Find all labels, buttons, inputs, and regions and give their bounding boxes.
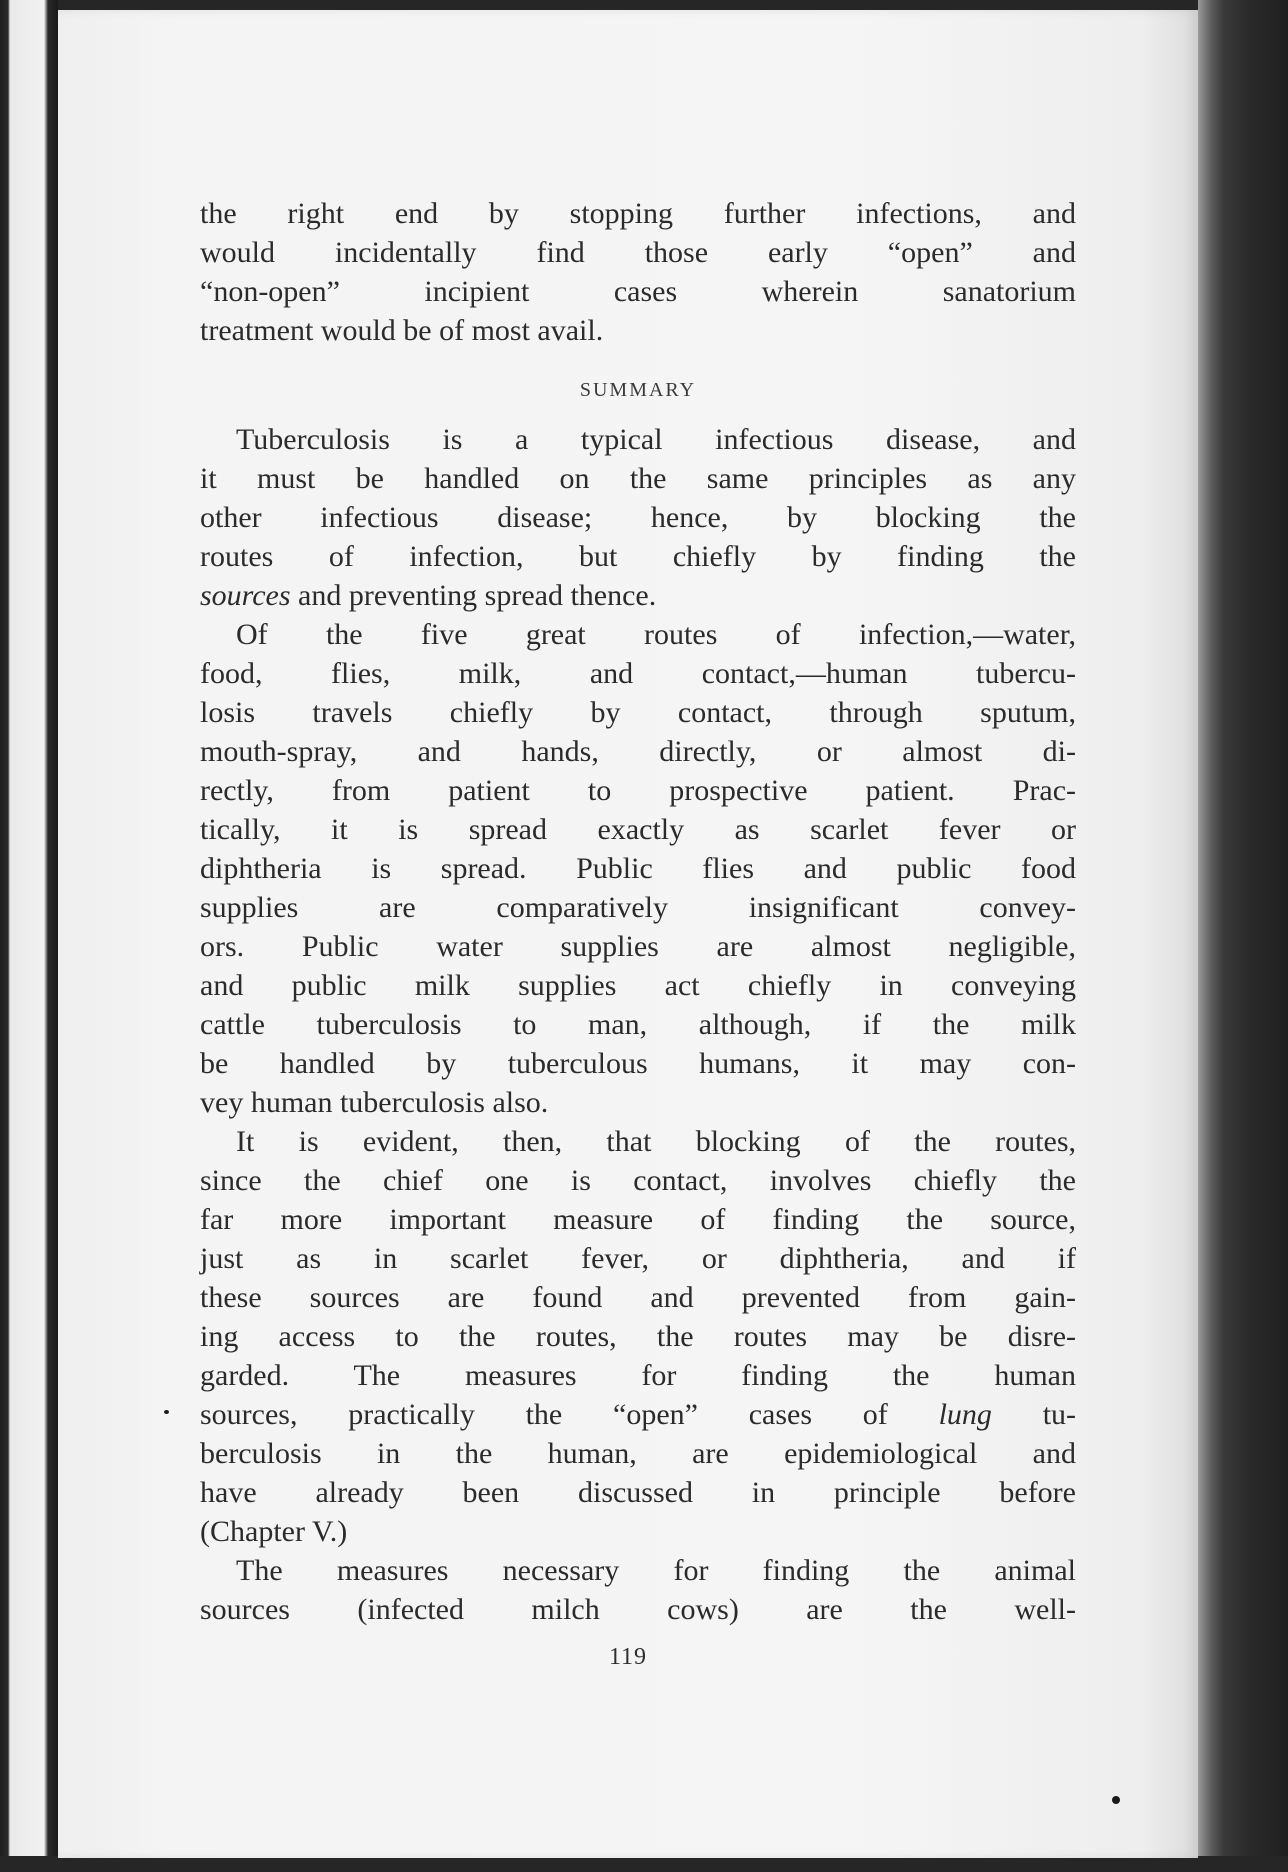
text-line: diphtheria is spread. Public flies and public food	[200, 852, 1076, 885]
paragraph-summary-2	[200, 615, 1076, 1122]
section-heading: SUMMARY	[579, 379, 697, 401]
text-line: routes of infection, but chiefly by finding the	[200, 540, 1076, 573]
page-number: 119	[608, 1644, 648, 1670]
text-line: Tuberculosis is a typical infectious disease, and	[236, 423, 1076, 456]
text-line: these sources are found and prevented from gain-	[200, 1281, 1076, 1314]
text-line: the right end by stopping further infections, and	[200, 197, 1076, 230]
text-line: vey human tuberculosis also.	[200, 1086, 549, 1119]
page-text	[200, 194, 1076, 1629]
scan-speck	[164, 1410, 169, 1414]
text-line-rest: and preventing spread thence.	[298, 579, 657, 612]
scan-border-bottom	[0, 1856, 1288, 1872]
text-line: ing access to the routes, the routes may be disre-	[200, 1320, 1076, 1353]
text-line: would incidentally find those early “open” and	[200, 236, 1076, 269]
italic-word: lung	[938, 1398, 992, 1431]
scan-speck	[1112, 1796, 1120, 1804]
text-line: “non-open” incipient cases wherein sanatorium	[200, 275, 1076, 308]
text-line: other infectious disease; hence, by blocking the	[200, 501, 1076, 534]
text-line-end: tu-	[1042, 1398, 1077, 1431]
text-line: garded. The measures for finding the human	[200, 1359, 1076, 1392]
text-line: supplies are comparatively insignificant convey-	[200, 891, 1076, 924]
text-line: cattle tuberculosis to man, although, if the milk	[200, 1008, 1076, 1041]
text-line	[200, 1395, 1076, 1434]
text-line: just as in scarlet fever, or diphtheria, and if	[200, 1242, 1076, 1275]
scan-border-left	[0, 0, 58, 1872]
text-line: Of the five great routes of infection,—water,	[236, 618, 1076, 651]
text-line: tically, it is spread exactly as scarlet fever or	[200, 813, 1076, 846]
scan-border-right	[1198, 0, 1288, 1872]
text-line: far more important measure of finding the source,	[200, 1203, 1076, 1236]
paragraph-summary-4	[200, 1551, 1076, 1629]
text-line: losis travels chiefly by contact, through sputum,	[200, 696, 1076, 729]
text-line: and public milk supplies act chiefly in conveying	[200, 969, 1076, 1002]
book-page	[58, 10, 1198, 1858]
text-line: sources (infected milch cows) are the well-	[200, 1593, 1076, 1626]
italic-word: sources	[200, 579, 291, 612]
text-line: rectly, from patient to prospective patient. Prac-	[200, 774, 1076, 807]
text-line	[200, 576, 1076, 615]
text-line: it must be handled on the same principles as any	[200, 462, 1076, 495]
text-line: since the chief one is contact, involves chiefly the	[200, 1164, 1076, 1197]
text-line: ors. Public water supplies are almost negligible,	[200, 930, 1076, 963]
paragraph-summary-1	[200, 420, 1076, 615]
paragraph-continuation	[200, 194, 1076, 350]
text-line: have already been discussed in principle before	[200, 1476, 1076, 1509]
text-line-start: sources, practically the “open” cases of	[200, 1398, 888, 1431]
text-line: The measures necessary for finding the animal	[236, 1554, 1076, 1587]
paragraph-summary-3	[200, 1122, 1076, 1551]
text-line: treatment would be of most avail.	[200, 314, 604, 347]
text-line: berculosis in the human, are epidemiological and	[200, 1437, 1076, 1470]
text-line: food, flies, milk, and contact,—human tubercu-	[200, 657, 1076, 690]
text-line: be handled by tuberculous humans, it may con-	[200, 1047, 1076, 1080]
text-line: It is evident, then, that blocking of the routes,	[236, 1125, 1076, 1158]
text-line: mouth-spray, and hands, directly, or almost di-	[200, 735, 1076, 768]
text-line: (Chapter V.)	[200, 1515, 348, 1548]
